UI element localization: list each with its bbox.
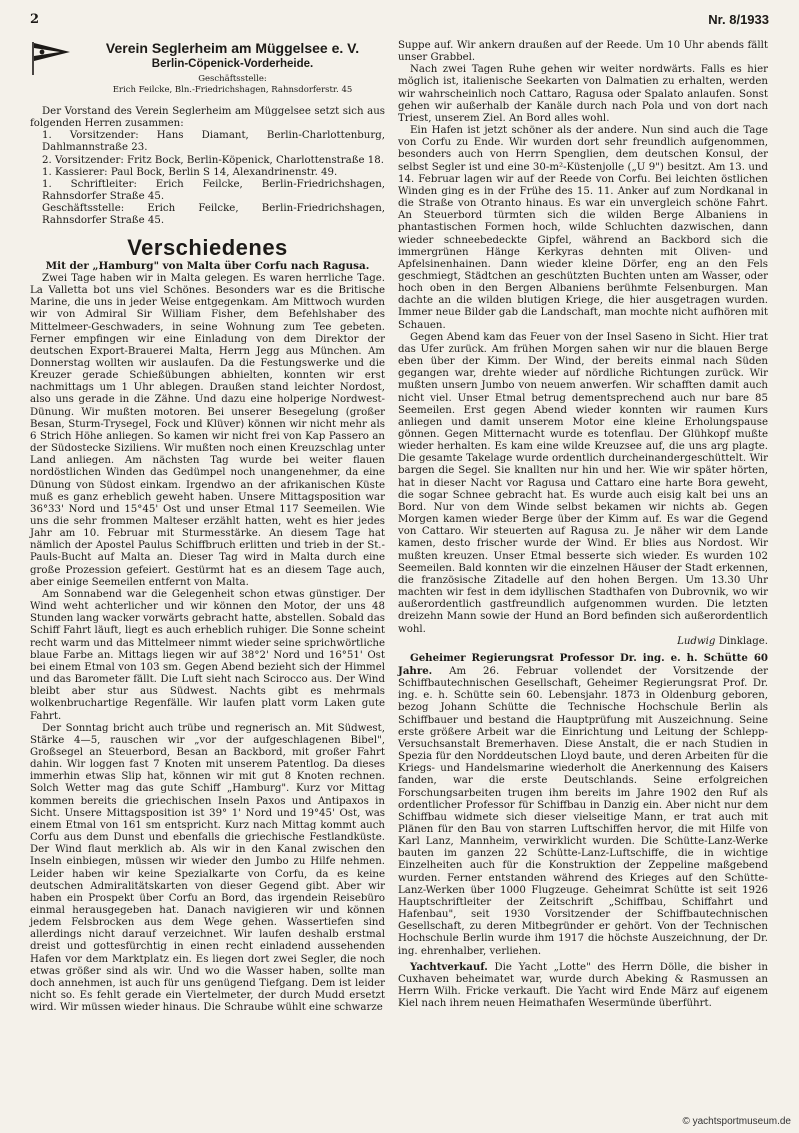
section-title: Verschiedenes bbox=[127, 234, 288, 260]
board-entry: 2. Vorsitzender: Fritz Bock, Berlin-Köpenick, Charlottenstraße 18. bbox=[42, 154, 384, 166]
article-paragraph: Zwei Tage haben wir in Malta gelegen. Es waren herrliche Tage. La Valletta bot uns viel Schönes. Besonders war es die Britische Marine, die uns in jeder Weise entgegenkam. Am Mittwoch wurden wir von Admiral Sir William Fisher, dem Befehlshaber des Mittelmeer-Geschwaders, in seine Wohnung zum Tee gebeten. Ferner empfingen wir eine Einladung von dem Direktor der deutschen Export-Brauerei Malta, Herrn Jegg aus München. Am Donnerstag wollten wir auslaufen. Da die Festungswerke und die Kreuzer gerade Schießübungen abhielten, konnten wir erst nachmittags um 1 Uhr ablegen. Draußen stand leichter Nordost, also uns gerade in die Zähne. Und dazu eine holperige Nordwest-Dünung. Wir mußten motoren. Bei unserer Besegelung (großer Besan, Sturm-Trysegel, Fock und Klüver) können wir nicht mehr als 6 Strich Höhe anliegen. So kamen wir nicht frei von Kap Passero an der Südostecke Siziliens. Wir mußten noch einen Kreuzschlag unter Land anliegen. Am nächsten Tag wurde bei weiter flauen nordöstlichen Winden das Gedümpel noch unangenehmer, da eine Dünung von Südost einkam. Irgendwo an der afrikanischen Küste muß es ganz erheblich geweht haben. Unsere Mittagsposition war 36°33' Nord und 15°45' Ost und unser Etmal 117 Seemeilen. Wie uns die sehr frommen Malteser erzählt hatten, weht es hier jedes Jahr am 10. Februar mit Sturmesstärke. An diesem Tage hat nämlich der Apostel Paulus Schiffbruch erlitten und trieb in der St.-Pauls-Bucht auf Malta an. Dieser Tag wird in Malta durch eine große Prozession gefeiert. Gestürmt hat es an diesem Tage auch, aber einige Seemeilen entfernt von Malta. bbox=[30, 272, 385, 588]
signature-first-name: Ludwig bbox=[677, 635, 716, 647]
board-intro: Der Vorstand des Verein Seglerheim am Müggelsee setzt sich aus folgenden Herren zusammen: bbox=[30, 106, 385, 130]
office-address: Erich Feilcke, Bln.-Friedrichshagen, Rahnsdorferstr. 45 bbox=[112, 85, 353, 95]
yacht-text: Die Yacht „Lotte" des Herrn Dölle, die bisher in Cuxhaven beheimatet war, wurde durch Abeking & Rasmussen an Herrn Wilh. Fricke verkauft. Die Yacht wird Ende März auf eigenem Kiel nach ihrem neuen Heimathafen Wesermünde überführt. bbox=[398, 961, 768, 1010]
yacht-article bbox=[398, 961, 768, 1011]
signature-last-name: Dinklage. bbox=[718, 635, 768, 647]
article-title: Mit der „Hamburg" von Malta über Corfu nach Ragusa. bbox=[45, 259, 370, 272]
article-paragraph: Ein Hafen ist jetzt schöner als der andere. Nun sind auch die Tage von Corfu zu Ende. Wir wurden dort sehr freundlich aufgenommen, besonders auch von Herrn Spenglien, dem deutschen Konsul, der selbst Segler ist und eine 30-m²-Küstenjolle („U 9") besitzt. Am 13. und 14. Februar lagen wir auf der Reede von Corfu. Bei leichten östlichen Winden ging es in der Frühe des 15. 11. Anker auf zum Nordkanal in die Straße von Otranto hinaus. Es war ein unvergleich schöne Fahrt. An Steuerbord türmten sich die wilden Berge Albaniens in phantastischen Formen hoch, wilde Schluchten dazwischen, dann wieder schneebedeckte Gipfel, während an Backbord sich die immergrünen Hänge Kerkyras dehnten mit Oliven- und Apfelsinenhainen. Dann wieder kleine Dörfer, eng an den Fels geschmiegt, Städtchen an geschützten Buchten unten am Wasser, oder hoch oben in den Bergen Albaniens berühmte Felsenburgen. Man dachte an die wilden blutigen Kriege, die hier ausgetragen wurden. Immer neue Bilder gab die Landschaft, man mochte nicht aufhören mit Schauen. bbox=[398, 125, 768, 331]
right-column bbox=[398, 40, 768, 1010]
board-entry: Geschäftsstelle: Erich Feilcke, Berlin-Friedrichshagen, Rahnsdorfer Straße 45. bbox=[42, 203, 385, 227]
page-number: 2 bbox=[30, 12, 40, 27]
schuette-article bbox=[398, 652, 768, 958]
issue-number: Nr. 8/1933 bbox=[708, 12, 769, 27]
article-paragraph: Am Sonnabend war die Gelegenheit schon etwas günstiger. Der Wind weht achterlicher und wir können den Motor, der uns 48 Stunden lang wacker vorwärts gebracht hatte, abstellen. Sobald das Schiff Fahrt läuft, liegt es auch erheblich ruhiger. Die Sonne scheint recht warm und das Mittelmeer nimmt wieder seine sprichwörtliche blaue Farbe an. Mittags liegen wir auf 38°2' Nord und 16°51' Ost bei einem Etmal von 103 sm. Gegen Abend bezieht sich der Himmel und das Barometer fällt. Die Luft sieht nach Scirocco aus. Der Wind bleibt aber stur aus Südwest. Nachts gibt es mehrmals wolkenbruchartige Regenfälle. Wir laufen platt vorm Laken gute Fahrt. bbox=[30, 588, 386, 722]
schuette-title: Geheimer Regierungsrat Professor Dr. ing. e. h. Schütte 60 Jahre. bbox=[398, 651, 768, 677]
board-list bbox=[30, 106, 385, 228]
club-pennant-icon bbox=[30, 40, 72, 76]
club-name: Verein Seglerheim am Müggelsee e. V. bbox=[105, 40, 360, 56]
club-title-block bbox=[80, 40, 385, 96]
left-column bbox=[30, 40, 385, 1014]
board-entry: 1. Vorsitzender: Hans Diamant, Berlin-Charlottenburg, Dahlmannstraße 23. bbox=[42, 130, 385, 154]
office-label: Geschäftsstelle: bbox=[198, 74, 267, 84]
article-paragraph: Gegen Abend kam das Feuer von der Insel Saseno in Sicht. Hier trat das Ufer zurück. Am frühen Morgen sahen wir nur die blauen Berge eben über der Kimm. Der Wind, der bereits einmal nach Süden gegangen war, drehte wieder auf nördliche Richtungen zurück. Wir mußten unsern Jumbo von neuem anwerfen. Wir schafften damit auch nicht viel. Unser Etmal betrug dementsprechend auch nur bare 85 Seemeilen. Erst gegen Abend wieder konnten wir raumen Kurs anliegen und damit unserem Motor eine kleine Erholungspause gönnen. Gegen Mitternacht wurde es totenflau. Der Glühkopf mußte wieder herhalten. Es kam eine wilde Kreuzsee auf, die uns arg plagte. Die gesamte Takelage wurde ordentlich durcheinandergeschüttelt. Wir bargen die Segel. Sie knallten nur hin und her. Wie wir später hörten, hat in dieser Nacht vor Ragusa und Cattaro eine harte Bora geweht, die sogar Schnee gebracht hat. Es wurde auch eisig kalt bei uns an Bord. Nur von dem Winde selbst bekamen wir nichts ab. Gegen Morgen kamen wieder Berge über der Kimm auf. Es war die Gegend von Cattaro. Wir steuerten auf Ragusa zu. Je näher wir dem Lande kamen, desto frischer wurde der Wind. Er blies aus Nordost. Wir mußten kreuzen. Unser Etmal besserte sich wieder. Es wurden 102 Seemeilen. Bald konnten wir die einzelnen Häuser der Stadt erkennen, die französische Zitadelle auf den hohen Bergen. Um 13.30 Uhr machten wir fest in dem idyllischen Stadthafen von Dubrovnik, wo wir außerordentlich gastfreundlich aufgenommen wurden. Die letzten dreizehn Mann sowie der Hund an Bord befinden sich außerordentlich wohl. bbox=[398, 331, 768, 635]
club-location: Berlin-Cöpenick-Vorderheide. bbox=[151, 58, 314, 70]
yacht-title: Yachtverkauf. bbox=[410, 960, 488, 973]
article-signature bbox=[398, 636, 768, 648]
schuette-text: Am 26. Februar vollendet der Vorsitzende der Schiffbautechnischen Gesellschaft, Geheimer Regierungsrat Prof. Dr. ing. e. h. Schütte sein 60. Lebensjahr. 1873 in Oldenburg geboren, bezog Johann Schütte die Technische Hochschule Berlin als Schiffbauer und bestand die Hauptprüfung mit Auszeichnung. Seine erste größere Arbeit war die Einrichtung und Leitung der Schlepp-Versuchsanstalt Bremerhaven. Diese Anstalt, die er nach Studien in Spezia für den Norddeutschen Lloyd baute, und deren Arbeiten für die Kriegs- und Handelsmarine wiederholt die Anerkennung des Kaisers fanden, war die erste Deutschlands. Seine erfolgreichen Forschungsarbeiten trugen ihm bereits im Jahre 1902 den Ruf als ordentlicher Professor für Schiffbau in Danzig ein. Aber nicht nur dem Schiffbau widmete sich dieser vielseitige Mann, er trat auch mit Plänen für den Bau von starren Luftschiffen hervor, die mit Hilfe von Karl Lanz, Mannheim, verwirklicht wurden. Die Schütte-Lanz-Werke bauten im ganzen 22 Schütte-Lanz-Luftschiffe, die in wichtige Einzelheiten auch für die Konstruktion der Zeppeline maßgebend wurden. Ferner entstanden während des Krieges auf den Schütte-Lanz-Werken über 1000 Flugzeuge. Geheimrat Schütte ist seit 1926 Hauptschriftleiter der Zeitschrift „Schiffbau, Schiffahrt und Hafenbau", seit 1930 Vorsitzender der Schiffbautechnischen Gesellschaft, zu deren Mitbegründer er gehört. Von der Technischen Hochschule Berlin wurde ihm 1917 die höchste Auszeichnung, der Dr. ing. ehrenhalber, verliehen. bbox=[398, 665, 768, 957]
board-entry: 1. Schriftleiter: Erich Feilcke, Berlin-Friedrichshagen, Rahnsdorfer Straße 45. bbox=[42, 178, 385, 203]
article-paragraph: Nach zwei Tagen Ruhe gehen wir weiter nordwärts. Falls es hier möglich ist, italienische Seekarten von Dalmatien zu erhalten, werden wir wahrscheinlich noch Cattaro, Ragusa oder Spalato anlaufen. Sonst gehen wir außerhalb der Kanäle durch nach Pola und von dort nach Triest, unserem Ziel. An Bord alles wohl. bbox=[398, 64, 768, 124]
article-paragraph: Suppe auf. Wir ankern draußen auf der Reede. Um 10 Uhr abends fällt unser Grabbel. bbox=[398, 40, 768, 64]
watermark: © yachtsportmuseum.de bbox=[682, 1116, 791, 1127]
article-paragraph: Der Sonntag bricht auch trübe und regnerisch an. Mit Südwest, Stärke 4—5, rauschen wir „vor der aufgeschlagenen Bibel", Großsegel an Steuerbord, Besan an Backbord, mit großer Fahrt dahin. Wir loggen fast 7 Knoten mit unserem Patentlog. Da dieses immerhin etwas Slip hat, können wir mit gut 8 Knoten rechnen. Solch Wetter mag das gute Schiff „Hamburg". Kurz vor Mittag kommen bereits die griechischen Inseln Paxos und Antipaxos in Sicht. Unsere Mittagsposition ist 39° 1' Nord und 19°45' Ost, was einem Etmal von 161 sm entspricht. Kurz nach Mittag kommt auch Corfu aus dem Dunst und ebenfalls die griechische Festlandküste. Der Wind flaut merklich ab. Als wir in den Kanal zwischen den Inseln einbiegen, müssen wir wieder den Jumbo zu Hilfe nehmen. Leider haben wir keine Spezialkarte von Corfu, da es keine deutschen Admiralitätskarten von dieser Gegend gibt. Aber wir haben ein Prospekt über Corfu an Bord, das irgendein Reisebüro einmal herausgegeben hat. Danach navigieren wir und können jedem Felsbrocken aus dem Wege gehen. Wassertiefen sind allerdings nicht darauf verzeichnet. Wir laufen deshalb erstmal dreist und gottesfürchtig in einen recht einladend aussehenden Hafen vor dem Marktplatz ein. Es liegen dort zwei Segler, die noch etwas größer sind als wir. Und wo die Wasser haben, sollte man doch annehmen, ist auch für uns genügend Tiefgang. Dem ist leider nicht so. Es fehlt gerade ein Viertelmeter, der durch Mudd ersetzt wird. Wir müssen wieder hinaus. Die Schraube wühlt eine schwarze bbox=[30, 722, 385, 1014]
board-entry: 1. Kassierer: Paul Bock, Berlin S 14, Alexandrinenstr. 49. bbox=[42, 166, 338, 178]
club-header bbox=[30, 40, 385, 96]
